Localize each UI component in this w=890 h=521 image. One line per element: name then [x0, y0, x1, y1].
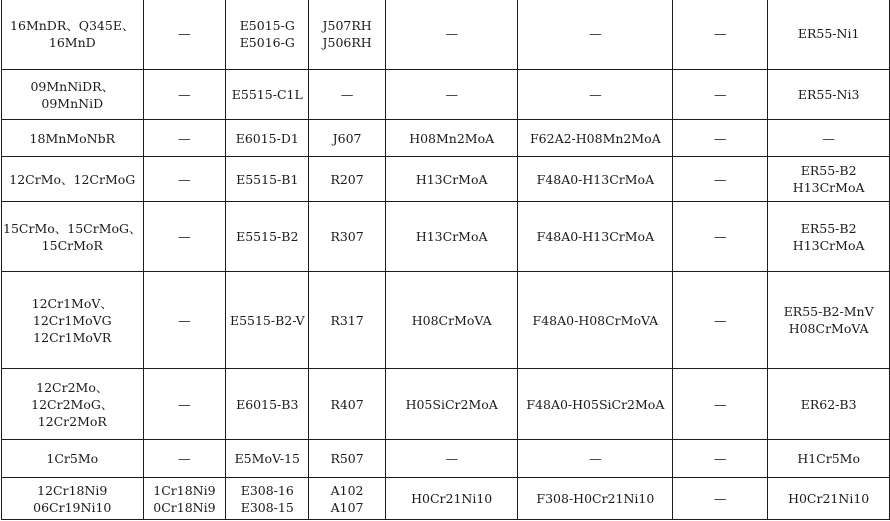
cell-text: 15CrMo、15CrMoG、	[3, 220, 142, 236]
steel-grade-cell	[2, 157, 144, 202]
old-grade-cell	[143, 478, 226, 520]
other-cell	[673, 157, 768, 202]
cell-text: —	[714, 396, 727, 412]
cell-text: H1Cr5Mo	[797, 451, 860, 466]
cell-text: A107	[330, 499, 364, 515]
other-cell	[673, 202, 768, 272]
cell-text: ER55-B2	[800, 220, 857, 236]
saw-flux-wire-cell	[518, 478, 673, 520]
saw-flux-wire-cell	[518, 0, 673, 70]
cell-text: —	[714, 229, 727, 244]
saw-wire-cell	[385, 369, 518, 440]
saw-wire-cell	[385, 0, 518, 70]
cell-text: E5515-B1	[236, 171, 299, 187]
electrode-model-cell	[226, 0, 309, 70]
cell-text: F48A0-H13CrMoA	[536, 171, 655, 187]
cell-text: 12CrMo、12CrMoG	[9, 171, 136, 187]
electrode-model-cell	[226, 202, 309, 272]
cell-text: —	[178, 87, 191, 102]
old-grade-cell	[143, 202, 226, 272]
gas-shielded-wire-cell	[768, 440, 890, 478]
steel-grade-cell	[2, 0, 144, 70]
steel-grade-cell	[2, 440, 144, 478]
cell-text: —	[445, 87, 458, 102]
cell-text: R507	[330, 451, 364, 466]
electrode-brand-cell	[309, 120, 386, 157]
cell-text: —	[178, 229, 191, 244]
old-grade-cell	[143, 440, 226, 478]
cell-text: —	[178, 396, 191, 412]
saw-wire-cell	[385, 202, 518, 272]
table-row	[2, 478, 890, 520]
cell-text: F62A2-H08Mn2MoA	[529, 130, 661, 146]
saw-wire-cell	[385, 70, 518, 120]
other-cell	[673, 0, 768, 70]
cell-text: —	[178, 451, 191, 466]
cell-text: H13CrMoA	[792, 180, 865, 195]
cell-text: —	[714, 26, 727, 41]
cell-text: H13CrMoA	[415, 171, 488, 187]
steel-grade-cell	[2, 70, 144, 120]
cell-text: F308-H0Cr21Ni10	[536, 491, 655, 506]
other-cell	[673, 120, 768, 157]
table-row	[2, 369, 890, 440]
gas-shielded-wire-cell	[768, 478, 890, 520]
saw-flux-wire-cell	[518, 70, 673, 120]
cell-text: —	[589, 451, 602, 466]
cell-text: E5016-G	[239, 34, 295, 50]
electrode-brand-cell	[309, 0, 386, 70]
table-row	[2, 202, 890, 272]
cell-text: 12Cr2MoG、	[31, 396, 114, 412]
table-row	[2, 157, 890, 202]
cell-text: —	[822, 130, 835, 146]
cell-text: ER55-Ni1	[797, 26, 860, 41]
table-row	[2, 120, 890, 157]
electrode-model-cell	[226, 157, 309, 202]
old-grade-cell	[143, 272, 226, 369]
cell-text: E5515-B2	[236, 229, 299, 244]
gas-shielded-wire-cell	[768, 202, 890, 272]
saw-wire-cell	[385, 120, 518, 157]
old-grade-cell	[143, 369, 226, 440]
cell-text: —	[178, 171, 191, 187]
cell-text: —	[714, 451, 727, 466]
cell-text: 1Cr18Ni9	[153, 482, 216, 498]
cell-text: 16MnD	[48, 34, 96, 50]
cell-text: R307	[330, 229, 364, 244]
electrode-brand-cell	[309, 202, 386, 272]
table-row	[2, 440, 890, 478]
cell-text: E308-15	[240, 499, 294, 515]
cell-text: E308-16	[240, 482, 294, 498]
cell-text: 1Cr5Mo	[46, 451, 99, 466]
cell-text: —	[178, 312, 191, 328]
steel-grade-cell	[2, 272, 144, 369]
cell-text: E6015-B3	[236, 396, 299, 412]
cell-text: —	[589, 87, 602, 102]
cell-text: —	[445, 26, 458, 41]
gas-shielded-wire-cell	[768, 120, 890, 157]
other-cell	[673, 272, 768, 369]
old-grade-cell	[143, 120, 226, 157]
cell-text: E5015-G	[239, 17, 295, 33]
other-cell	[673, 369, 768, 440]
saw-flux-wire-cell	[518, 157, 673, 202]
cell-text: 09MnNiDR、	[30, 78, 115, 94]
cell-text: J507RH	[322, 17, 372, 33]
saw-wire-cell	[385, 440, 518, 478]
cell-text: H0Cr21Ni10	[788, 491, 870, 506]
gas-shielded-wire-cell	[768, 272, 890, 369]
table-row	[2, 272, 890, 369]
cell-text: R317	[330, 312, 364, 328]
cell-text: R407	[330, 396, 364, 412]
saw-wire-cell	[385, 272, 518, 369]
cell-text: A102	[330, 482, 364, 498]
electrode-model-cell	[226, 70, 309, 120]
cell-text: E5515-B2-V	[229, 312, 305, 328]
electrode-brand-cell	[309, 369, 386, 440]
cell-text: E5MoV-15	[234, 451, 300, 466]
cell-text: —	[714, 491, 727, 506]
saw-flux-wire-cell	[518, 369, 673, 440]
cell-text: J506RH	[322, 34, 372, 50]
cell-text: 12Cr1MoVG	[32, 312, 112, 328]
electrode-model-cell	[226, 440, 309, 478]
cell-text: H08CrMoVA	[788, 321, 869, 336]
table-row	[2, 70, 890, 120]
cell-text: 12Cr2MoR	[37, 413, 107, 429]
table-body	[2, 0, 890, 520]
cell-text: —	[589, 26, 602, 41]
cell-text: H13CrMoA	[792, 237, 865, 253]
saw-wire-cell	[385, 478, 518, 520]
saw-flux-wire-cell	[518, 120, 673, 157]
electrode-model-cell	[226, 478, 309, 520]
saw-wire-cell	[385, 157, 518, 202]
cell-text: E5515-C1L	[231, 87, 303, 102]
other-cell	[673, 478, 768, 520]
cell-text: H05SiCr2MoA	[405, 396, 498, 412]
cell-text: H08CrMoVA	[411, 312, 492, 328]
cell-text: —	[714, 312, 727, 328]
old-grade-cell	[143, 70, 226, 120]
cell-text: 12Cr18Ni9	[37, 482, 108, 498]
cell-text: ER55-B2-MnV	[783, 304, 874, 319]
cell-text: 06Cr19Ni10	[33, 499, 112, 515]
gas-shielded-wire-cell	[768, 0, 890, 70]
cell-text: 15CrMoR	[41, 237, 103, 253]
cell-text: H13CrMoA	[415, 229, 488, 244]
cell-text: —	[714, 130, 727, 146]
other-cell	[673, 440, 768, 478]
saw-flux-wire-cell	[518, 202, 673, 272]
cell-text: —	[178, 26, 191, 41]
gas-shielded-wire-cell	[768, 369, 890, 440]
cell-text: H0Cr21Ni10	[411, 491, 493, 506]
cell-text: —	[714, 171, 727, 187]
cell-text: 0Cr18Ni9	[153, 499, 216, 515]
cell-text: F48A0-H08CrMoVA	[532, 312, 659, 328]
gas-shielded-wire-cell	[768, 70, 890, 120]
electrode-brand-cell	[309, 70, 386, 120]
steel-grade-cell	[2, 478, 144, 520]
steel-grade-cell	[2, 202, 144, 272]
cell-text: 18MnMoNbR	[29, 130, 115, 146]
cell-text: —	[178, 130, 191, 146]
cell-text: R207	[330, 171, 364, 187]
electrode-brand-cell	[309, 478, 386, 520]
saw-flux-wire-cell	[518, 272, 673, 369]
cell-text: E6015-D1	[235, 130, 299, 146]
cell-text: H08Mn2MoA	[409, 130, 495, 146]
cell-text: J607	[332, 130, 362, 146]
cell-text: 12Cr1MoV、	[31, 295, 113, 311]
cell-text: F48A0-H05SiCr2MoA	[526, 396, 665, 412]
cell-text: 12Cr2Mo、	[36, 379, 109, 395]
cell-text: —	[714, 87, 727, 102]
other-cell	[673, 70, 768, 120]
electrode-model-cell	[226, 120, 309, 157]
welding-materials-table	[1, 0, 890, 520]
cell-text: ER55-Ni3	[797, 87, 860, 102]
electrode-brand-cell	[309, 157, 386, 202]
cell-text: 16MnDR、Q345E、	[10, 17, 135, 33]
table-row	[2, 0, 890, 70]
cell-text: F48A0-H13CrMoA	[536, 229, 655, 244]
cell-text: ER55-B2	[800, 163, 857, 178]
cell-text: 12Cr1MoVR	[33, 329, 112, 345]
steel-grade-cell	[2, 369, 144, 440]
cell-text: —	[445, 451, 458, 466]
electrode-model-cell	[226, 369, 309, 440]
steel-grade-cell	[2, 120, 144, 157]
old-grade-cell	[143, 0, 226, 70]
electrode-brand-cell	[309, 440, 386, 478]
gas-shielded-wire-cell	[768, 157, 890, 202]
cell-text: ER62-B3	[800, 396, 857, 412]
electrode-model-cell	[226, 272, 309, 369]
cell-text: 09MnNiD	[41, 95, 104, 111]
saw-flux-wire-cell	[518, 440, 673, 478]
old-grade-cell	[143, 157, 226, 202]
cell-text: —	[340, 87, 354, 102]
electrode-brand-cell	[309, 272, 386, 369]
